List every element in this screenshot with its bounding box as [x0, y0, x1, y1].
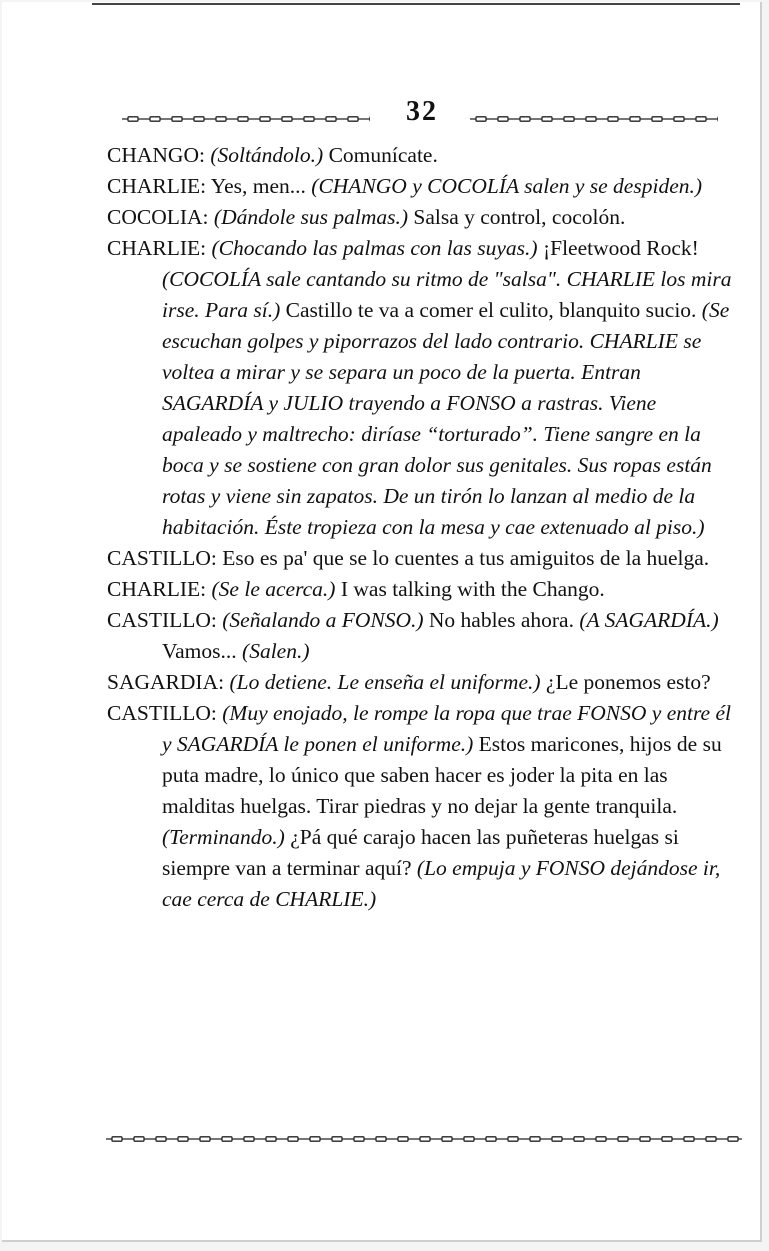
dialogue-entry — [107, 574, 737, 605]
dialogue-entry — [107, 605, 737, 667]
speaker-name: CHARLIE: — [107, 174, 211, 198]
dialogue-text: Comunícate. — [323, 143, 438, 167]
stage-direction: (Terminando.) — [162, 825, 285, 849]
dialogue-text: ¿Le ponemos esto? — [540, 670, 711, 694]
speaker-name: CHANGO: — [107, 143, 211, 167]
dialogue-text: Vamos... — [162, 639, 243, 663]
stage-direction: (Soltándolo.) — [210, 143, 324, 167]
dialogue-text: No hables ahora. — [423, 608, 580, 632]
speaker-name: COCOLIA: — [107, 205, 214, 229]
stage-direction: (Lo detiene. Le enseña el uniforme.) — [229, 670, 541, 694]
speaker-name: CASTILLO: — [107, 701, 223, 725]
dialogue-entry — [107, 698, 737, 915]
stage-direction: (Dándole sus palmas.) — [213, 205, 408, 229]
page-header — [122, 98, 722, 138]
stage-direction: (Se le acerca.) — [211, 577, 336, 601]
stage-direction: (Lo empuja y FONSO dejándose ir, cae cerca de CHARLIE.) — [162, 856, 721, 911]
chain-ornament-bottom — [106, 1136, 742, 1142]
dialogue-text: ¿Pá qué carajo hacen las puñeteras huelgas si siempre van a terminar aquí? — [162, 825, 679, 880]
stage-direction: (Salen.) — [242, 639, 310, 663]
book-page — [2, 2, 762, 1242]
chain-ornament-left — [122, 116, 370, 122]
dialogue-text: Salsa y control, cocolón. — [408, 205, 626, 229]
speaker-name: SAGARDIA: — [107, 670, 230, 694]
speaker-name: CASTILLO: — [107, 608, 223, 632]
speaker-name: CHARLIE: — [107, 577, 212, 601]
dialogue-entry — [107, 543, 737, 574]
top-edge-rule — [92, 3, 740, 5]
dialogue-text: Yes, men... — [210, 174, 312, 198]
speaker-name: CASTILLO: — [107, 546, 223, 570]
dialogue-entry — [107, 667, 737, 698]
script-body — [107, 140, 737, 915]
chain-ornament-right — [470, 116, 718, 122]
dialogue-entry — [107, 140, 737, 171]
stage-direction: (COCOLÍA sale cantando su ritmo de "salsa". CHARLIE los mira irse. Para sí.) — [162, 267, 732, 322]
dialogue-entry — [107, 202, 737, 233]
dialogue-entry — [107, 233, 737, 543]
dialogue-text: Eso es pa' que se lo cuentes a tus amiguitos de la huelga. — [222, 546, 710, 570]
speaker-name: CHARLIE: — [107, 236, 212, 260]
dialogue-text: I was talking with the Chango. — [335, 577, 605, 601]
dialogue-text: Castillo te va a comer el culito, blanquito sucio. — [280, 298, 702, 322]
stage-direction: (Muy enojado, le rompe la ropa que trae FONSO y entre él y SAGARDÍA le ponen el uniforme.) — [162, 701, 731, 756]
dialogue-text: Estos maricones, hijos de su puta madre, lo único que saben hacer es joder la pita en las malditas huelgas. Tirar piedras y no dejar la gente tranquila. — [162, 732, 722, 818]
stage-direction: (CHANGO y COCOLÍA salen y se despiden.) — [311, 174, 703, 198]
stage-direction: (Chocando las palmas con las suyas.) — [211, 236, 538, 260]
dialogue-text: ¡Fleetwood Rock! — [537, 236, 699, 260]
page-number: 32 — [406, 96, 438, 127]
stage-direction: (Se escuchan golpes y piporrazos del lado contrario. CHARLIE se voltea a mirar y se separa un poco de la puerta. Entran SAGARDÍA y JULIO trayendo a FONSO a rastras. Viene apaleado y maltrecho: diríase “torturado”. Tiene sangre en la boca y se sostiene con gran dolor sus genitales. Sus ropas están rotas y viene sin zapatos. De un tirón lo lanzan al medio de la habitación. Éste tropieza con la mesa y cae extenuado al piso.) — [162, 298, 730, 539]
stage-direction: (Señalando a FONSO.) — [222, 608, 424, 632]
stage-direction: (A SAGARDÍA.) — [579, 608, 719, 632]
dialogue-entry — [107, 171, 737, 202]
